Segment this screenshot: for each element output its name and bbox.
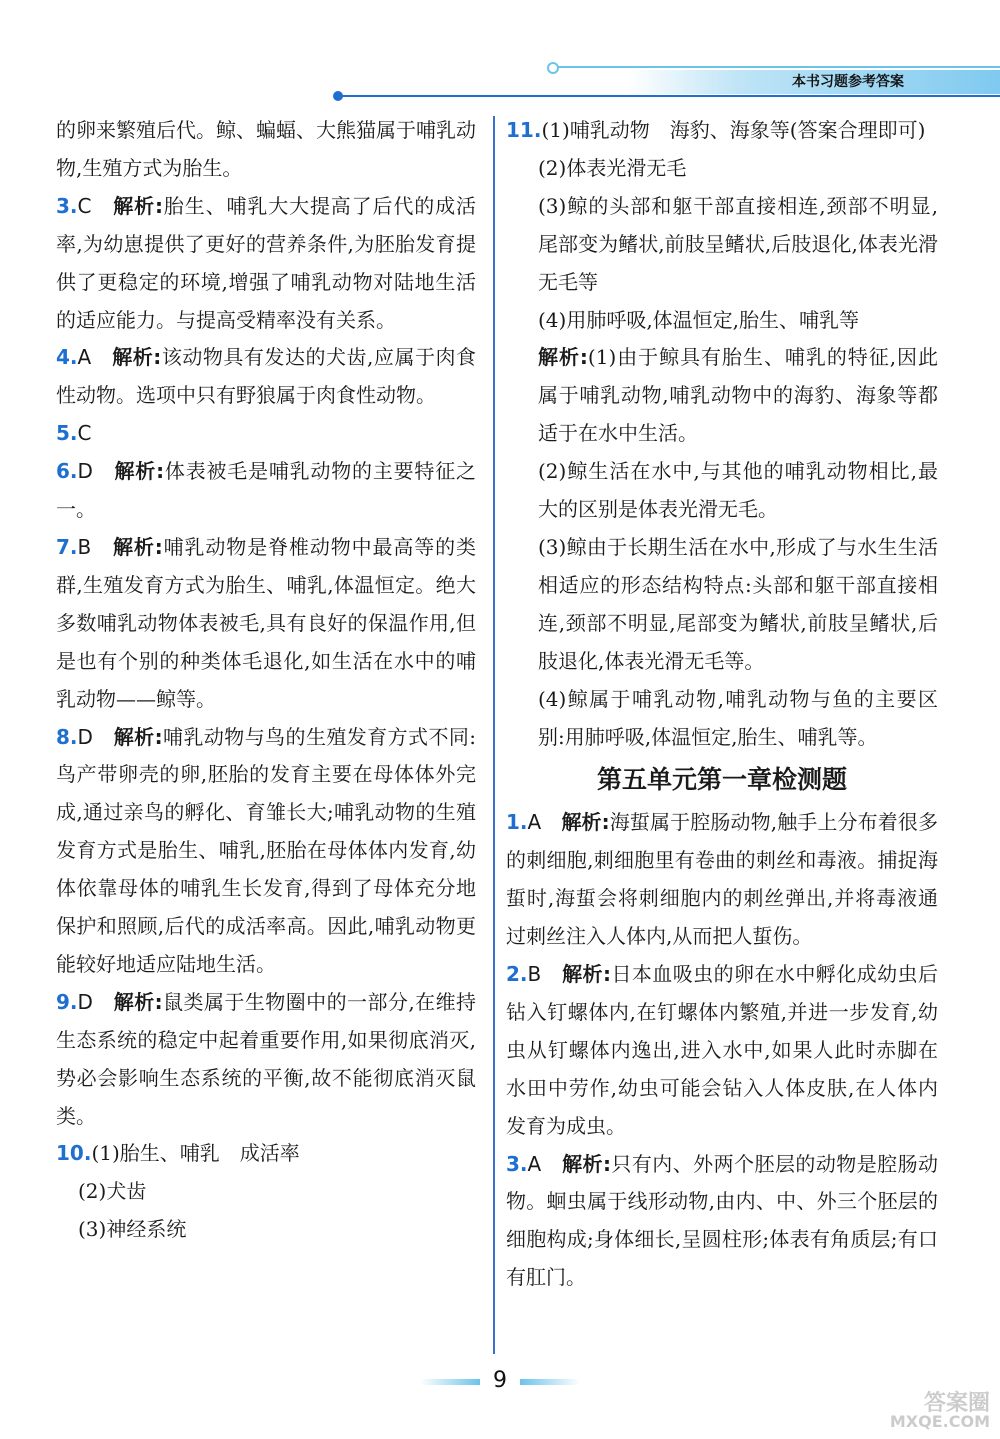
header-line [338,95,1000,97]
answer-item-3: 3.C 解析:胎生、哺乳大大提高了后代的成活率,为幼崽提供了更好的营养条件,为胚胎发育提供了更稳定的环境,增强了哺乳动物对陆地生活的适应能力。与提高受精率没有关系。 [56,193,477,332]
test-answer-3: 3.A 解析:只有内、外两个胚层的动物是腔肠动物。蛔虫属于线形动物,由内、中、外三个胚层的细胞构成;身体细长,呈圆柱形;体表有角质层;有口有肛门。 [506,1151,939,1290]
answer-item-5: 5.C [56,421,92,446]
answer-item-10-sub-3: (3)神经系统 [78,1217,187,1242]
answer-item-9: 9.D 解析:鼠类属于生物圈中的一部分,在维持生态系统的稳定中起着重要作用,如果彻底消灭,势必会影响生态系统的平衡,故不能彻底消灭鼠类。 [56,989,477,1128]
answer-item-11-line-2: (2)体表光滑无毛 [538,155,687,180]
answer-item-10-sub-2: (2)犬齿 [78,1179,147,1204]
watermark [830,1391,990,1435]
footer-decoration-left [420,1379,480,1385]
page-number: 9 [493,1368,507,1393]
answer-item-continued: 的卵来繁殖后代。鲸、蝙蝠、大熊猫属于哺乳动物,生殖方式为胎生。 [56,118,476,180]
test-answer-2: 2.B 解析:日本血吸虫的卵在水中孵化成幼虫后钻入钉螺体内,在钉螺体内繁殖,并进一步发育,幼虫从钉螺体内逸出,进入水中,如果人此时赤脚在水田中劳作,幼虫可能会钻入人体皮肤,在人体内发育为成虫。 [506,962,938,1138]
column-divider [493,116,495,1354]
answer-item-10: 10.(1)胎生、哺乳 成活率 [56,1141,300,1166]
header-ring [547,62,559,74]
answer-item-8: 8.D 解析:哺乳动物与鸟的生殖发育方式不同:鸟产带卵壳的卵,胚胎的发育主要在母体体外完成,通过亲鸟的孵化、育雏长大;哺乳动物的生殖发育方式是胎生、哺乳,胚胎在母体体内发育,幼体依靠母体的哺乳生长发育,得到了母体充分地保护和照顾,后代的成活率高。因此,哺乳动物更能较好地适应陆地生活。 [56,724,477,976]
answer-item-7: 7.B 解析:哺乳动物是脊椎动物中最高等的类群,生殖发育方式为胎生、哺乳,体温恒定。绝大多数哺乳动物体表被毛,具有良好的保温作用,但是也有个别的种类体毛退化,如生活在水中的哺乳动物——鲸等。 [56,534,477,711]
answer-item-11-analysis-3: (3)鲸由于长期生活在水中,形成了与水生生活相适应的形态结构特点:头部和躯干部直接相连,颈部不明显,尾部变为鳍状,前肢呈鳍状,后肢退化,体表光滑无毛等。 [538,534,938,673]
right-column [506,112,938,1297]
answer-item-4: 4.A 解析:该动物具有发达的犬齿,应属于肉食性动物。选项中只有野狼属于肉食性动物。 [56,345,477,408]
answer-item-11-analysis-4: (4)鲸属于哺乳动物,哺乳动物与鱼的主要区别:用肺呼吸,体温恒定,胎生、哺乳等。 [538,686,938,749]
left-column [56,112,476,1249]
answer-item-11-line-3: (3)鲸的头部和躯干部直接相连,颈部不明显,尾部变为鳍状,前肢呈鳍状,后肢退化,体表光滑无毛等 [538,193,938,294]
answer-item-11-analysis-1: 解析:(1)由于鲸具有胎生、哺乳的特征,因此属于哺乳动物,哺乳动物中的海豹、海象等都适于在水中生活。 [538,345,938,446]
answer-item-6: 6.D 解析:体表被毛是哺乳动物的主要特征之一。 [56,459,477,522]
test-answer-1: 1.A 解析:海蜇属于腔肠动物,触手上分布着很多的刺细胞,刺细胞里有卷曲的刺丝和毒液。捕捉海蜇时,海蜇会将刺细胞内的刺丝弹出,并将毒液通过刺丝注入人体内,从而把人蜇伤。 [506,810,939,949]
answer-item-11-line-1: 11.(1)哺乳动物 海豹、海象等(答案合理即可) [506,118,926,142]
header-title: 本书习题参考答案 [792,74,904,90]
watermark-line-2: MXQE.COM [889,1412,990,1431]
answer-item-11-analysis-2: (2)鲸生活在水中,与其他的哺乳动物相比,最大的区别是体表光滑无毛。 [538,459,938,522]
answer-item-11-line-4: (4)用肺呼吸,体温恒定,胎生、哺乳等 [538,307,860,332]
header-dot [333,91,343,101]
watermark-line-1: 答案圈 [923,1391,990,1416]
section-title: 第五单元第一章检测题 [596,765,847,795]
footer-decoration-right [520,1379,580,1385]
header-bar [550,66,1000,68]
